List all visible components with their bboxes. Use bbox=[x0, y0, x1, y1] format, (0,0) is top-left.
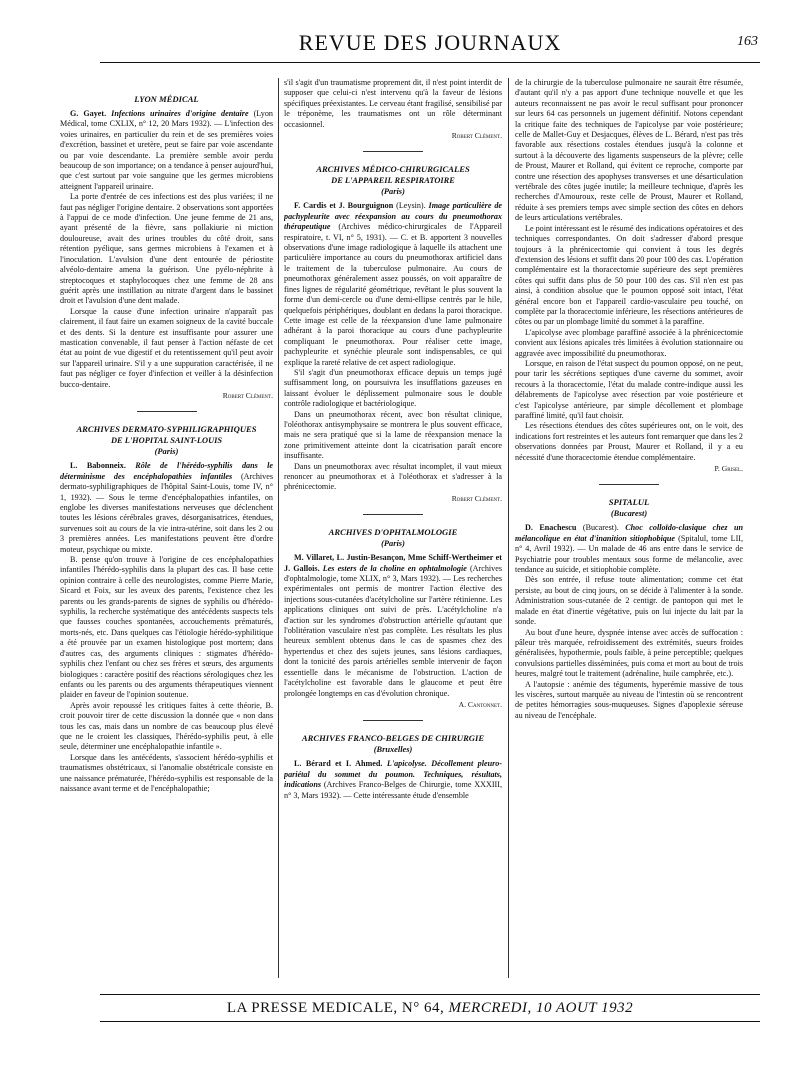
running-header bbox=[100, 24, 760, 63]
paragraph: Lorsque dans les antécédents, s'associent hérédo-syphilis et traumatismes obstétricaux, si l'anomalie obstétricale consiste en une naissance prématurée, l'hérédo-syphilis est responsable de la naissance avant terme et de l'encéphalopathie; bbox=[60, 752, 273, 793]
paragraph: Lorsque, en raison de l'état suspect du poumon opposé, on ne peut, pour tarir les sécrétions septiques d'une caverne du sommet, avoir recours à la thoracectomie, l'état du malade contre-indique aussi les délabrements de l'apicolyse avec résection par voie postérieure et c'est l'apicolyse antérieure, par simple décollement et plombage paraffiné limité, qu'il faut choisir. bbox=[515, 358, 743, 420]
article-body: (Spitalul, tome LII, n° 4, Avril 1932). — Un malade de 46 ans entre dans le service de Psychiatrie pour troubles mentaux sous forme de mélancolie, avec tendance au suicide, et sitiophobie complète. bbox=[515, 533, 743, 575]
article-title: Image particulière de pachypleurite avec réexpansion au cours du pneumothorax thérapeutique bbox=[284, 201, 502, 232]
column-2 bbox=[284, 78, 502, 980]
article-author: M. Villaret, L. Justin-Besançon, Mme Schiff-Wertheimer et J. Gallois. bbox=[284, 553, 502, 573]
column-divider-2 bbox=[508, 78, 509, 978]
section-rule bbox=[363, 720, 423, 721]
article-location: (Bucarest). bbox=[582, 523, 619, 533]
paragraph: de la chirurgie de la tuberculose pulmonaire ne saurait être résumée, d'autant qu'il n'y a pas apport d'une technique nouvelle et que les auteurs reconnaissent ne pas avoir le recul suffisant pour prononcer sur leurs 64 cas personnels un jugement définitif. Notons cependant la critique faite des techniques de l'apicolyse par voie postérieure; celle de Mallet-Guy et Desjacques, élèves de L. Bérard, n'est pas très favorable aux résections costales étendues jusqu'à la colonne et surtout à la découverte des ligaments suspenseurs de la plèvre; celle de Proust, Maurer et Rolland, qui évitent ce reproche, comporte par contre une résection des apophyses transverses et une désarticulation vertébrale des côtes jugée inutile; la meilleure technique, d'après les recherches d'Amouroux, reste celle de Proust, Maurer et Rolland, réduite à ses premiers temps avec simple section des côtes en dehors de leurs articulations vertébrales. bbox=[515, 78, 743, 223]
paragraph: Le point intéressant est le résumé des indications opératoires et des techniques correspondantes. On doit s'adresser d'abord presque toujours à la phrénicectomie qui convient à tous les degrés d'extension des lésions et suffit dans 20 pour 100 des cas. L'opération complémentaire est la thoracectomie supérieure des sept premières côtes qui suffit dans plus de 50 pour 100 des cas. S'il n'en est pas ainsi, à condition absolue que le poumon opposé soit intact, l'état général encore bon et l'appareil cardio-vasculaire peu touché, on complète par la thoracectomie inférieure, les résections antérieures de côtes ou par un plombage limité du sommet à la paraffine. bbox=[515, 223, 743, 327]
article-babonneix bbox=[60, 461, 273, 555]
article-body: (Lyon Médical, tome CXLIX, n° 12, 20 Mars 1932). — L'infection des voies urinaires, en particulier du rein et de ses premières voies d'excrétion, bassinet et uretère, peut se faire par voie ascendante ou par voie descendante. La première semble avoir perdu beaucoup de son importance; on a tendance à penser aujourd'hui, que c'est surtout par voie sanguine que les germes microbiens atteignent l'appareil urinaire. bbox=[60, 109, 273, 191]
paragraph: Les résections étendues des côtes supérieures ont, on le voit, des indications fort restreintes et les auteurs font remarquer que dans les 2 observations données par Proust, Maurer et Rolland, il y a eu nécessité d'une thoracectomie étendue complémentaire. bbox=[515, 421, 743, 462]
article-body: (Archives médico-chirurgicales de l'Appareil respiratoire, t. VI, n° 5, 1931). — C. et B. apportent 3 nouvelles observations d'une image radiologique à laquelle ils attachent une particulière importance au cours du pneumothorax artificiel dans le traitement de la tuberculose pulmonaire. Au cours de pneumothorax généralement assez poussés, on voit apparaître de fines lignes de régularité géométrique, revêtant le plus souvent la forme d'un demi-cercle ou d'une demi-ellipse centrés par le hile, quelquefois périphériques, doublant en dedans la paroi thoracique. Cette image est celle de la réexpansion d'une lame pulmonaire adhérant à la paroi thoracique au cours d'une pachypleurite compliquant le pneumothorax. Pour réaliser cette image, pachypleurite et synéchie pleurale sont indispensables, ce qui explique la rareté relative de cet aspect radiologique. bbox=[284, 222, 502, 367]
signature: Robert Clément. bbox=[451, 131, 502, 141]
running-footer bbox=[100, 994, 760, 1022]
signature: Robert Clément. bbox=[222, 390, 273, 400]
article-author: L. Bérard et I. Ahmed. bbox=[294, 759, 383, 769]
signature: Robert Clément. bbox=[451, 493, 502, 503]
article-villaret bbox=[284, 553, 502, 699]
section-rule bbox=[137, 411, 197, 412]
section-heading-spitalul: SPITALUL (Bucarest) bbox=[608, 497, 650, 519]
paragraph: B. pense qu'on trouve à l'origine de ces encéphalopathies infantiles l'hérédo-syphilis dans la plupart des cas. Il base cette opinion contraire à celle des neurologistes, comme Pierre Marie, Sicard et Foix, sur les aveux des parents, l'existence chez les parents ou les grands-parents de signes de syphilis ou d'hérédo-syphilis, la recherche systématique des antécédents suspects tels que fausses couches spontanées, accouchements prématurés, morts-nés, etc. Dans quelques cas l'étiologie hérédo-syphilitique a été prouvée par un examen histologique post mortem; dans d'autres cas, des arguments cliniques : stigmates d'hérédo-syphilis chez l'enfant ou chez ses frères et sœurs, des arguments biologiques : caractère positif des réactions sérologiques chez les enfants ou les parents ou des arguments thérapeutiques viennent plaider en faveur de l'opinion soutenue. bbox=[60, 555, 273, 700]
paragraph: Dès son entrée, il refuse toute alimentation; comme cet état persiste, au bout de cinq jours, on se décide à l'alimenter à la sonde. Administration sous-cutanée de 2 centigr. de pantopon qui met le malade en état d'inertie végétative, puis on lui injecte du lait par la sonde. bbox=[515, 575, 743, 627]
signature: P. Grisel. bbox=[714, 464, 743, 474]
article-author: L. Babonneix. bbox=[70, 461, 126, 471]
footer-journal: LA PRESSE MEDICALE, bbox=[226, 1000, 398, 1016]
signature: A. Cantonnet. bbox=[458, 699, 502, 709]
section-heading-franco-belges: ARCHIVES FRANCO-BELGES DE CHIRURGIE (Bruxelles) bbox=[301, 733, 485, 755]
article-cardis bbox=[284, 201, 502, 368]
paragraph: Au bout d'une heure, dyspnée intense avec accès de suffocation : pâleur très marquée, refroidissement des extrémités, sueurs froides généralisées, hypothermie, pouls faible, à peine perceptible; quelques convulsions partielles disséminées, puis coma et mort au bout de trois heures, malgré tout le traitement (adrénaline, huile camphrée, etc.). bbox=[515, 627, 743, 679]
article-title: Rôle de l'hérédo-syphilis dans le déterminisme des encéphalopathies infantiles bbox=[60, 461, 273, 481]
article-title: Les esters de la choline en ophtalmologie bbox=[322, 563, 467, 573]
journal-section-title: REVUE DES JOURNAUX bbox=[298, 30, 562, 55]
section-heading-lyon-medical: LYON MÉDICAL bbox=[134, 94, 199, 104]
article-gayet bbox=[60, 109, 273, 192]
footer-date: MERCREDI, 10 AOUT 1932 bbox=[448, 1000, 634, 1016]
article-author: D. Enachescu bbox=[525, 523, 577, 533]
footer-issue: N° 64, bbox=[401, 1000, 445, 1016]
section-rule bbox=[363, 151, 423, 152]
paragraph: L'apicolyse avec plombage paraffiné associée à la phrénicectomie convient aux lésions apicales très limitées à évolution stationnaire ou aggravée avec impossibilité du pneumothorax. bbox=[515, 327, 743, 358]
paragraph: Après avoir repoussé les critiques faites à cette théorie, B. croit pouvoir tirer de cette discussion la donnée que « non dans tous les cas, mais dans un nombre de cas beaucoup plus élevé que ne le croient les classiques, l'hérédo-syphilis peut, à elle seule, déterminer une encéphalopathie infantile ». bbox=[60, 700, 273, 752]
article-location: (Leysin). bbox=[396, 201, 426, 211]
article-berard bbox=[284, 759, 502, 801]
section-heading-ophtalmologie: ARCHIVES D'OPHTALMOLOGIE (Paris) bbox=[328, 527, 458, 549]
article-title: Infections urinaires d'origine dentaire bbox=[111, 109, 249, 118]
paragraph: Dans un pneumothorax avec résultat incomplet, il vaut mieux renoncer au pneumothorax et à l'oléothorax et s'adresser à la phrénicectomie. bbox=[284, 461, 502, 492]
section-rule bbox=[599, 484, 659, 485]
section-heading-dermato: ARCHIVES DERMATO-SYPHILIGRAPHIQUES DE L'HOPITAL SAINT-LOUIS (Paris) bbox=[76, 424, 257, 457]
article-author: G. Gayet. bbox=[70, 109, 107, 118]
column-divider-1 bbox=[278, 78, 279, 978]
paragraph: Lorsque la cause d'une infection urinaire n'apparaît pas clairement, il faut faire un examen soigneux de la cavité buccale et des dents. Si la denture est insuffisante pour assurer une mastication convenable, il faut penser à l'action néfaste de cet état au point de vue digestif et du retentissement qu'il peut avoir sur l'appareil urinaire. S'il y a une suppuration caractérisée, il ne faut pas négliger ce foyer d'infection et veiller à la désinfection bucco-dentaire. bbox=[60, 306, 273, 389]
section-heading-medico-chirurgicales: ARCHIVES MÉDICO-CHIRURGICALES DE L'APPAREIL RESPIRATOIRE (Paris) bbox=[316, 164, 470, 197]
article-enachescu bbox=[515, 523, 743, 575]
paragraph: La porte d'entrée de ces infections est des plus variées; il ne faut pas négliger l'origine dentaire. 2 observations sont apportées à l'appui de ce mode d'infection. Une jeune femme de 21 ans, ayant présenté de la fièvre, sans pollakiurie ni miction douloureuse, avait des urines troubles du côté droit, sans rétention pyélique, sans germes microbiens à l'examen et à l'inoculation. L'avulsion d'une dent entourée de périostite alvéolo-dentaire amena la guérison. Une pyélo-néphrite à streptocoques et staphylocoques chez une femme de 28 ans guérit après une instillation au nitrate d'argent dans le bassinet droit et l'avulsion d'une dent malade. bbox=[60, 192, 273, 306]
column-3 bbox=[515, 78, 743, 980]
article-author: F. Cardis et J. Bourguignon bbox=[294, 201, 394, 211]
paragraph: A l'autopsie : anémie des téguments, hyperémie massive de tous les viscères, surtout marquée au niveau de l'intestin où se rencontrent de petites hémorragies sous-muqueuses. Signes d'apoplexie séreuse au niveau de l'encéphale. bbox=[515, 679, 743, 720]
article-body: (Archives dermato-syphiligraphiques de l'hôpital Saint-Louis, tome IV, n° 1, 1932). — Sous le terme d'encéphalopathies infantiles, on englobe les diverses manifestations nerveuses que déclenchent toutes les lésions cérébrales graves, désorganisatrices, étendues, survenues soit au cours de la vie intra-utérine, soit dans les 2 ou 3 premières années. Les manifestations peuvent être d'ordre moteur, psychique ou mixte. bbox=[60, 471, 273, 554]
section-rule bbox=[363, 514, 423, 515]
paragraph: s'il s'agit d'un traumatisme proprement dit, il n'est point interdit de supposer que celui-ci n'est intervenu qu'à la faveur de lésions spécifiques préexistantes. Le cerveau étant fragilisé, sensibilisé par le tréponème, les traumatismes ont un rôle déterminant occasionnel. bbox=[284, 78, 502, 129]
article-body: (Archives Franco-Belges de Chirurgie, tome XXXIII, n° 3, Mars 1932). — Cette intéressante étude d'ensemble bbox=[284, 780, 502, 800]
column-1 bbox=[60, 78, 273, 980]
page-number: 163 bbox=[737, 34, 758, 49]
paragraph: S'il s'agit d'un pneumothorax efficace depuis un temps jugé suffisamment long, on poursuivra les insufflations gazeuses en laissant évoluer le déplissement pulmonaire sous le double contrôle radiologique et bactériologique. bbox=[284, 367, 502, 409]
article-body: (Archives d'ophtalmologie, tome XLIX, n° 3, Mars 1932). — Les recherches expérimentales ont permis de montrer l'action élective des injections sous-cutanées d'acétylcholine sur l'artère rétinienne. Les applications cliniques ont suivi de près. L'acétylcholine n'a d'action sur les syndromes d'obstruction artérielle qu'autant que l'oblitération vasculaire n'est pas complète. Les résultats les plus heureux semblent obtenus dans le cas de spasmes chez des hypertendus et chez des sujets jeunes, sans lésions cardiaques, dont la tonicité des parois artérielles semble intervenir de façon essentielle dans le mécanisme de l'obstruction. L'action de l'acétylcholine est favorable dans le glaucome et peut être prolongée longtemps en cas d'évolution chronique. bbox=[284, 563, 502, 698]
article-title: Choc colloïdo-clasique chez un mélancolique en état d'inanition sitiophobique bbox=[515, 523, 743, 543]
article-title: L'apicolyse. Décollement pleuro-pariétal du sommet du poumon. Techniques, résultats, indications bbox=[284, 759, 502, 790]
paragraph: Dans un pneumothorax récent, avec bon résultat clinique, l'oléothorax antisymphysaire se montrera le plus souvent efficace, mais ne sera pratiqué que si la lame de réexpansion menace la zone primitivement atteinte dont la cicatrisation paraît encore insuffisante. bbox=[284, 409, 502, 461]
